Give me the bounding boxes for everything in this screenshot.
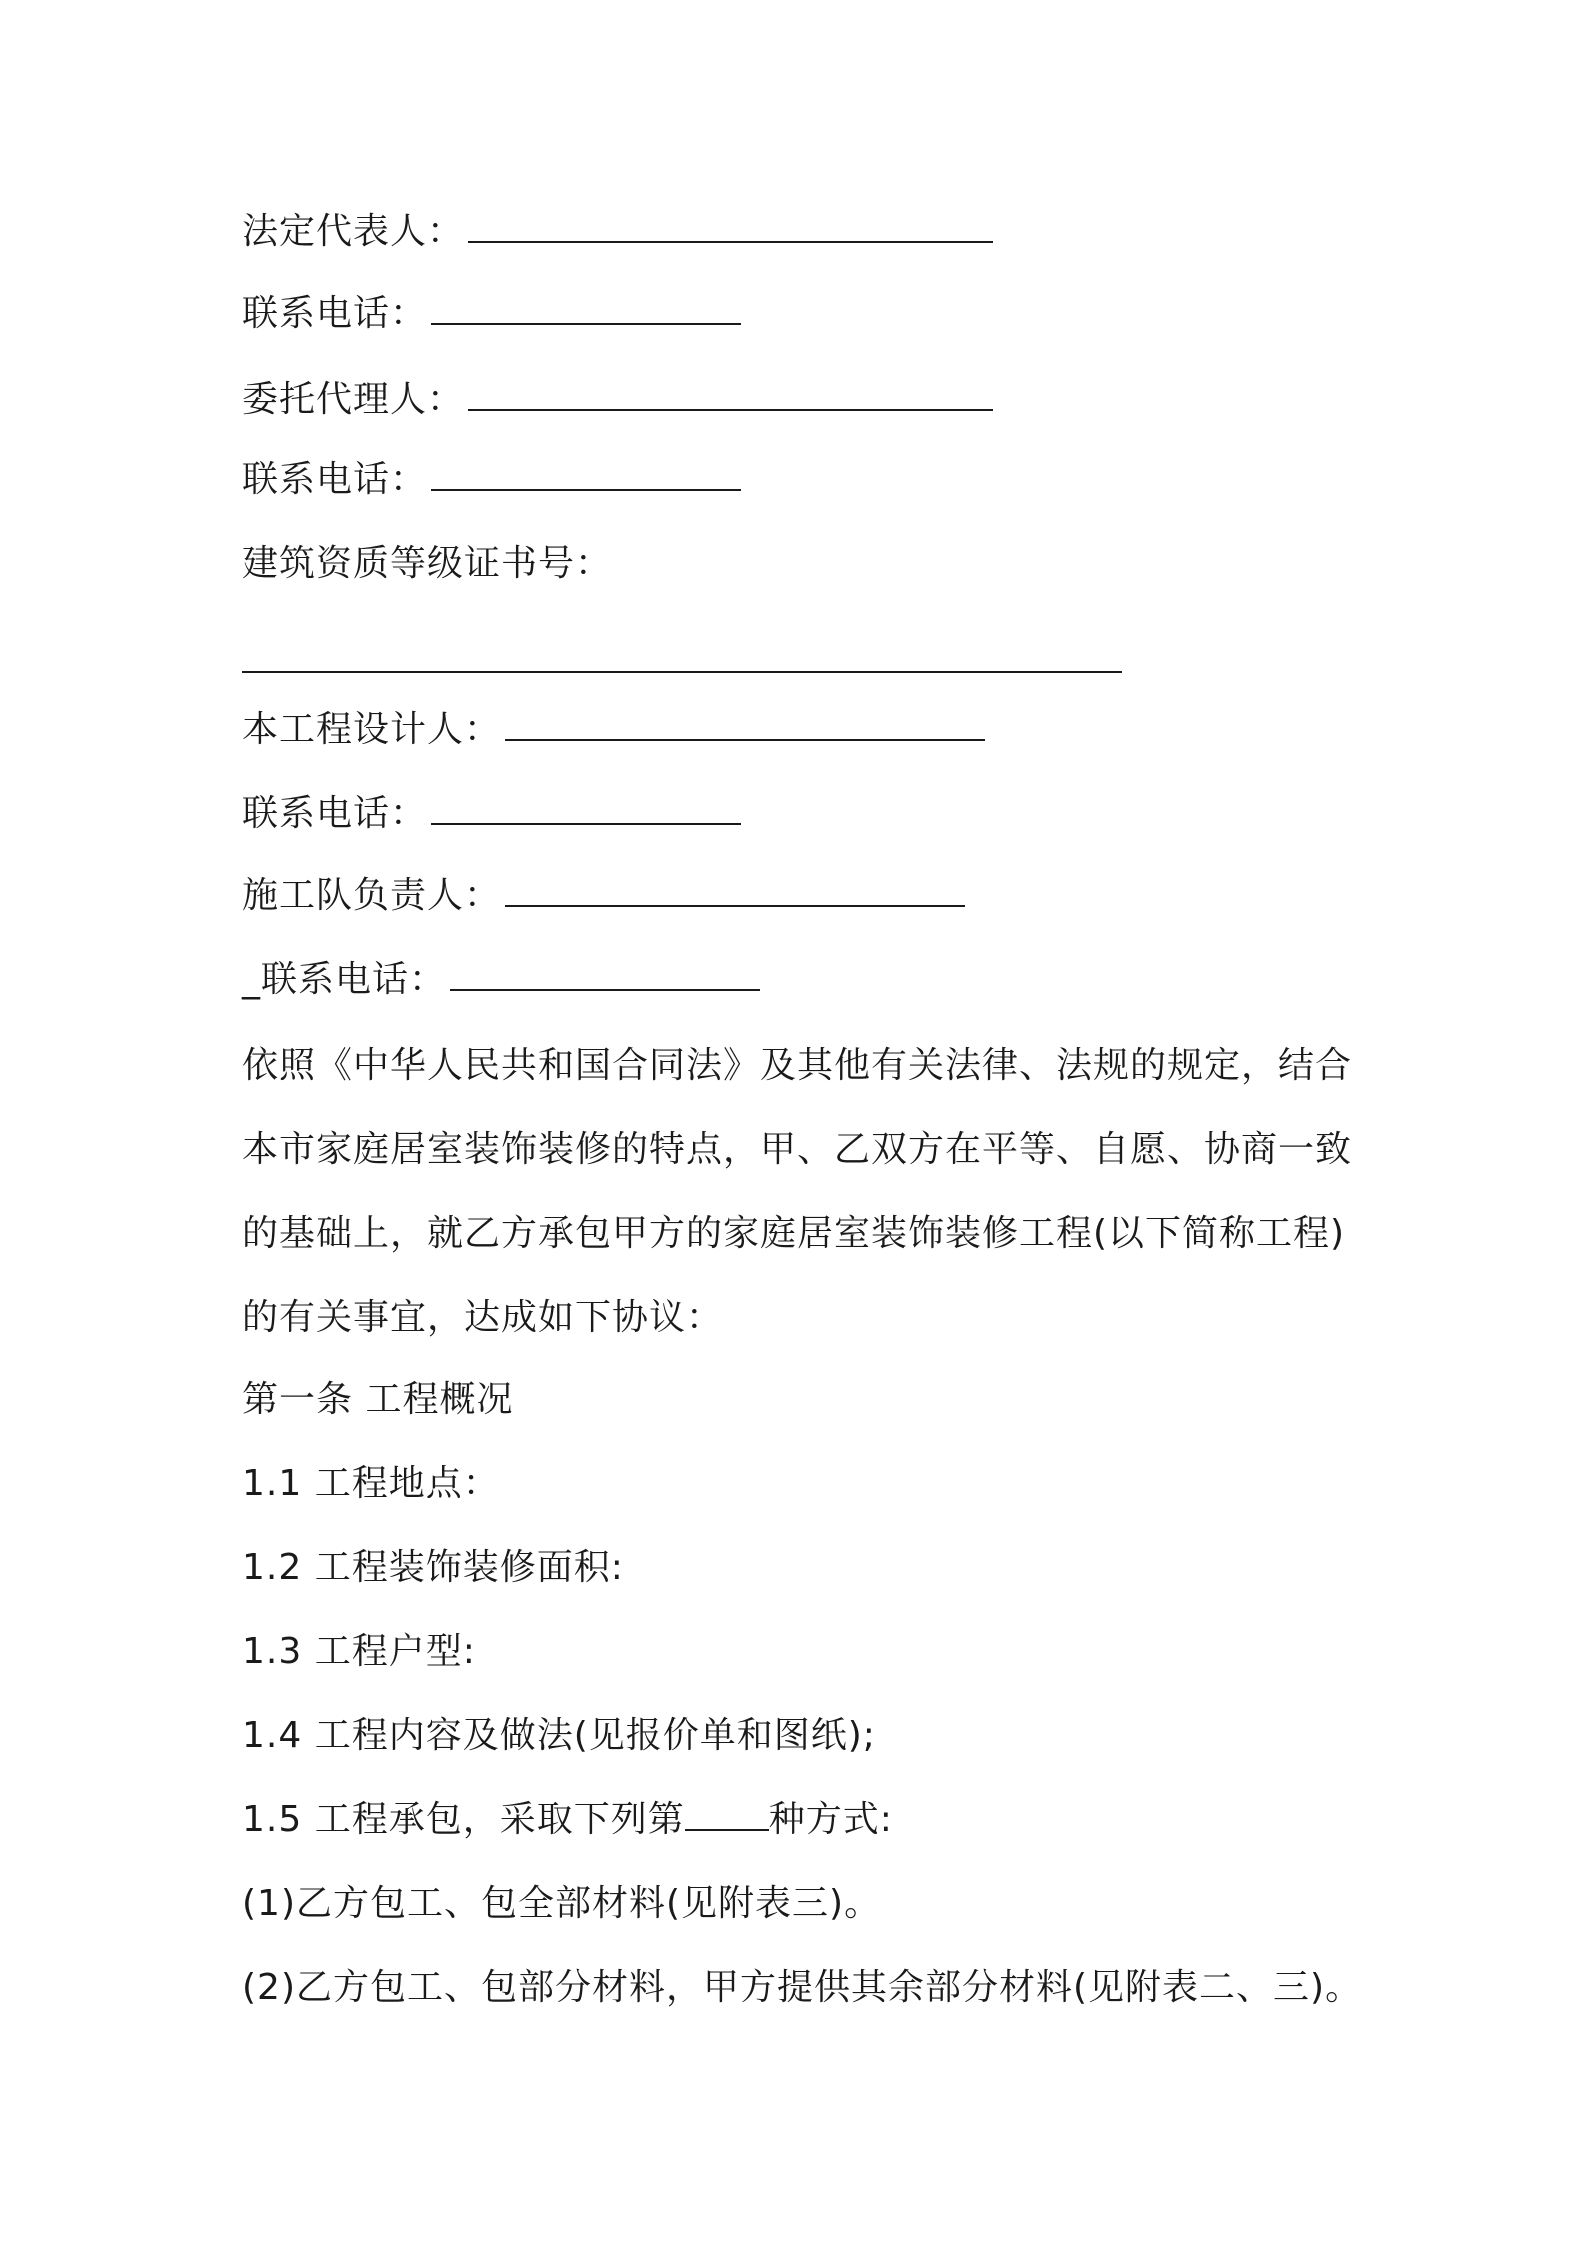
legal-rep-blank[interactable] [468,211,993,243]
phone-label-4: _联系电话： [242,959,447,1000]
option-1: (1)乙方包工、包全部材料(见附表三)。 [242,1883,882,1924]
phone-blank-1[interactable] [431,293,741,325]
item5-suffix: 种方式: [768,1799,893,1840]
article1-item-3: 1.3 工程户型: [242,1631,476,1672]
agent-blank[interactable] [468,379,993,411]
designer-line [242,708,985,752]
phone-blank-2[interactable] [431,459,741,491]
item5-prefix: 1.5 工程承包，采取下列第 [242,1799,685,1840]
phone-line-2 [242,458,741,502]
legal-rep-line [242,210,993,254]
phone-line-1 [242,292,741,336]
agent-label: 委托代理人： [242,379,465,420]
preamble-paragraph: 依照《中华人民共和国合同法》及其他有关法律、法规的规定，结合本市家庭居室装饰装修的特点，甲、乙双方在平等、自愿、协商一致的基础上，就乙方承包甲方的家庭居室装饰装修工程(以下简称工程)的有关事宜，达成如下协议： [242,1045,1353,1338]
article1-heading: 第一条 工程概况 [242,1379,514,1420]
phone-blank-4[interactable] [450,959,760,991]
team-leader-line [242,874,965,918]
article1-item-1: 1.1 工程地点： [242,1463,500,1504]
phone-label-1: 联系电话： [242,293,428,334]
qualification-line [242,542,612,586]
phone-label-2: 联系电话： [242,459,428,500]
designer-blank[interactable] [505,709,985,741]
qualification-blank-line [242,640,1122,684]
team-leader-label: 施工队负责人： [242,875,502,916]
designer-label: 本工程设计人： [242,709,502,750]
qualification-label: 建筑资质等级证书号： [242,543,613,584]
team-leader-blank[interactable] [505,875,965,907]
phone-blank-3[interactable] [431,793,741,825]
article1-item-4: 1.4 工程内容及做法(见报价单和图纸); [242,1715,876,1756]
qualification-blank[interactable] [242,641,1122,673]
phone-line-3 [242,792,741,836]
article1-item-5 [242,1798,893,1842]
item5-choice-blank[interactable] [685,1799,769,1831]
phone-line-4 [242,958,760,1002]
phone-label-3: 联系电话： [242,793,428,834]
agent-line [242,378,993,422]
option-2: (2)乙方包工、包部分材料，甲方提供其余部分材料(见附表二、三)。 [242,1967,1363,2008]
legal-rep-label: 法定代表人： [242,211,465,252]
article1-item-2: 1.2 工程装饰装修面积: [242,1547,624,1588]
